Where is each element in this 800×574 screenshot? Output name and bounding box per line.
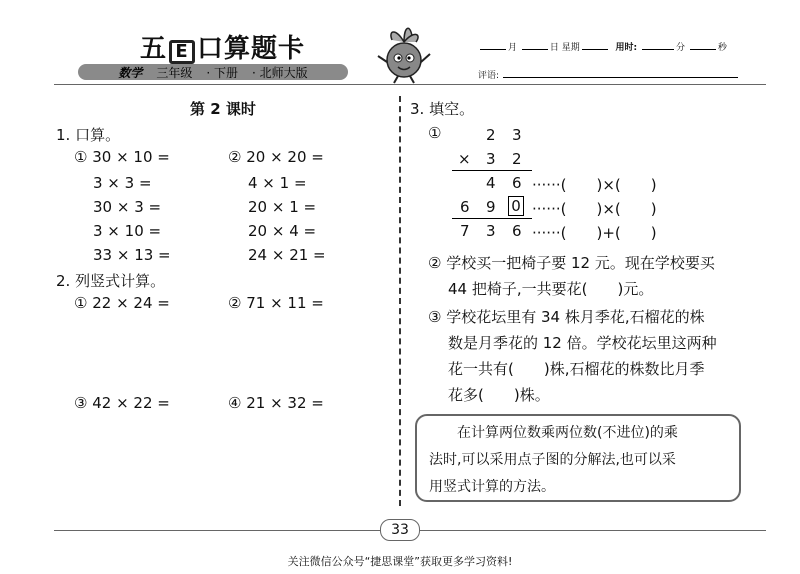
question2-line1: ② 学校买一把椅子要 12 元。现在学校要买 — [428, 254, 715, 272]
weekday-label: 星期 — [561, 43, 580, 53]
brand-prefix: 五 — [140, 34, 168, 64]
fill-blank-note[interactable]: ······( )×( ) — [532, 200, 657, 218]
column-divider — [399, 96, 401, 506]
time-label: 用时: — [615, 43, 638, 53]
question3-line2: 数是月季花的 12 倍。学校花坛里这两种 — [448, 334, 717, 352]
vertical-calc-item: ④ 21 × 32 = — [228, 394, 324, 412]
multiply-sign: × — [458, 150, 471, 168]
tip-box — [415, 414, 741, 502]
vertical-rule — [452, 218, 532, 219]
month-blank[interactable] — [480, 41, 506, 50]
vertical-calc-item: ① 22 × 24 = — [74, 294, 170, 312]
second-label: 秒 — [717, 43, 727, 53]
vertical-calc-item: ② 71 × 11 = — [228, 294, 324, 312]
fill-blank-note[interactable]: ······( )×( ) — [532, 176, 657, 194]
vertical-digit: 4 — [486, 174, 496, 192]
question3-line3[interactable]: 花一共有( )株,石榴花的株数比月季 — [448, 360, 705, 378]
oral-calc-item: 3 × 10 = — [93, 222, 162, 240]
comment-line — [478, 68, 738, 81]
vertical-digit: 7 — [460, 222, 470, 240]
second-blank[interactable] — [690, 41, 716, 50]
vertical-digit: 6 — [512, 222, 522, 240]
grade-label: 三年级 — [156, 65, 193, 80]
oral-calc-item: 4 × 1 = — [248, 174, 307, 192]
minute-label: 分 — [676, 43, 686, 53]
section3-title: 3. 填空。 — [410, 100, 475, 118]
vertical-rule — [452, 170, 532, 171]
question2-line2[interactable]: 44 把椅子,一共要花( )元。 — [448, 280, 654, 298]
question3-line1: ③ 学校花坛里有 34 株月季花,石榴花的株 — [428, 308, 705, 326]
footer-text: 关注微信公众号“捷思课堂”获取更多学习资料! — [287, 555, 513, 568]
vertical-digit: 3 — [512, 126, 522, 144]
weekday-blank[interactable] — [582, 41, 608, 50]
mascot-icon — [374, 20, 434, 84]
vertical-digit: 2 — [512, 150, 522, 168]
comment-blank[interactable] — [503, 69, 738, 78]
day-label: 日 — [549, 43, 559, 53]
edition-label: · 北师大版 — [252, 65, 308, 80]
section2-title: 2. 列竖式计算。 — [56, 272, 166, 290]
term-label: · 下册 — [206, 65, 239, 80]
oral-calc-item: 3 × 3 = — [93, 174, 152, 192]
boxed-zero: 0 — [508, 196, 524, 216]
subject-label: 数学 — [118, 65, 143, 80]
month-label: 月 — [508, 43, 518, 53]
fill-blank-note[interactable]: ······( )+( ) — [532, 224, 657, 242]
oral-calc-item: 20 × 1 = — [248, 198, 317, 216]
vertical-digit: 3 — [486, 150, 496, 168]
section1-title: 1. 口算。 — [56, 126, 121, 144]
brand-title — [140, 28, 305, 65]
lesson-title: 第 2 课时 — [190, 100, 256, 118]
question3-line4[interactable]: 花多( )株。 — [448, 386, 550, 404]
oral-calc-item: 30 × 3 = — [93, 198, 162, 216]
oral-calc-item: 20 × 4 = — [248, 222, 317, 240]
oral-calc-item: ② 20 × 20 = — [228, 148, 324, 166]
page-number: 33 — [380, 519, 420, 541]
date-line — [478, 40, 727, 53]
brand-suffix: 口算题卡 — [197, 34, 306, 64]
boxed-digit — [508, 196, 524, 216]
question-marker: ① — [428, 124, 442, 142]
vertical-digit: 9 — [486, 198, 496, 216]
header-divider — [54, 84, 766, 85]
day-blank[interactable] — [522, 41, 548, 50]
oral-calc-item: ① 30 × 10 = — [74, 148, 170, 166]
tip-line: 用竖式计算的方法。 — [429, 479, 555, 495]
vertical-digit: 6 — [460, 198, 470, 216]
oral-calc-item: 33 × 13 = — [93, 246, 171, 264]
comment-label: 评语: — [478, 71, 500, 81]
subject-bar — [78, 64, 348, 80]
vertical-digit: 2 — [486, 126, 496, 144]
vertical-calc-item: ③ 42 × 22 = — [74, 394, 170, 412]
tip-line: 法时,可以采用点子图的分解法,也可以采 — [429, 452, 676, 468]
tip-line: 在计算两位数乘两位数(不进位)的乘 — [457, 425, 678, 441]
minute-blank[interactable] — [642, 41, 674, 50]
vertical-digit: 3 — [486, 222, 496, 240]
oral-calc-item: 24 × 21 = — [248, 246, 326, 264]
brand-e-logo: E — [169, 40, 195, 64]
vertical-digit: 6 — [512, 174, 522, 192]
